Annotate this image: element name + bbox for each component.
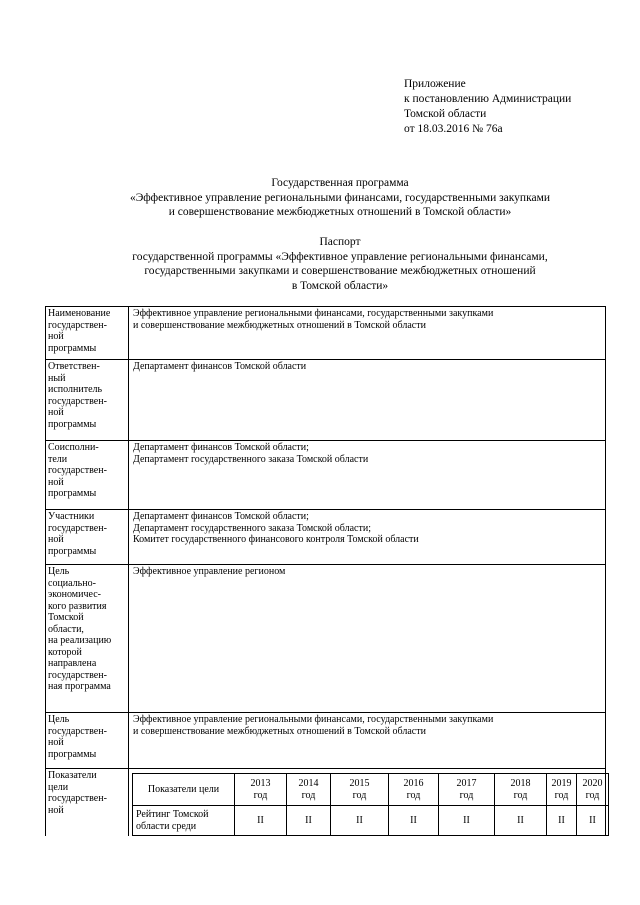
passport-title-line: государственными закупками и совершенствование межбюджетных отношений xyxy=(144,265,536,277)
row-value: Департамент финансов Томской области xyxy=(129,360,606,441)
year-header: 2019 год xyxy=(547,774,577,806)
passport-row xyxy=(46,441,606,510)
year-header: 2015 год xyxy=(331,774,389,806)
indicators-cell xyxy=(129,769,606,837)
indicator-value: II xyxy=(439,806,495,836)
indicator-value: II xyxy=(235,806,287,836)
program-title-line: и совершенствование межбюджетных отношений в Томской области» xyxy=(168,206,512,218)
indicator-name: Рейтинг Томской области среди xyxy=(133,806,235,836)
row-label: Показатели цели государствен- ной xyxy=(46,769,129,837)
passport-row xyxy=(46,360,606,441)
passport-row xyxy=(46,713,606,769)
row-value: Эффективное управление региональными финансами, государственными закупками и совершенствование межбюджетных отношений в Томской области xyxy=(129,307,606,360)
passport-title-line: Паспорт xyxy=(319,236,361,248)
passport-title-line: государственной программы «Эффективное управление региональными финансами, xyxy=(132,250,548,263)
passport-row-indicators xyxy=(46,769,606,837)
passport-row xyxy=(46,565,606,713)
appendix-date: от 18.03.2016 № 76а xyxy=(404,123,503,135)
indicator-value: II xyxy=(495,806,547,836)
row-value: Департамент финансов Томской области; Департамент государственного заказа Томской области xyxy=(129,441,606,510)
appendix-line: Томской области xyxy=(404,108,487,120)
row-value: Эффективное управление регионом xyxy=(129,565,606,713)
passport-table xyxy=(45,306,606,836)
row-label: Соисполни- тели государствен- ной программы xyxy=(46,441,129,510)
year-header: 2013 год xyxy=(235,774,287,806)
appendix-block xyxy=(404,77,571,137)
row-value: Департамент финансов Томской области; Департамент государственного заказа Томской области; Комитет государственного финансового контроля Томской области xyxy=(129,510,606,565)
year-header: 2020 год xyxy=(577,774,609,806)
indicator-value: II xyxy=(287,806,331,836)
row-label: Ответствен- ный исполнитель государствен- ной программы xyxy=(46,360,129,441)
passport-title xyxy=(60,235,620,293)
year-header: 2017 год xyxy=(439,774,495,806)
passport-title-line: в Томской области» xyxy=(291,279,389,292)
indicators-header: Показатели цели xyxy=(133,774,235,806)
passport-row xyxy=(46,307,606,360)
program-title-line: «Эффективное управление региональными финансами, государственными закупками xyxy=(129,191,551,204)
year-header: 2018 год xyxy=(495,774,547,806)
indicator-value: II xyxy=(331,806,389,836)
row-label: Наименование государствен- ной программы xyxy=(46,307,129,360)
row-label: Цель государствен- ной программы xyxy=(46,713,129,769)
appendix-line: Приложение xyxy=(404,78,466,90)
program-title-line: Государственная программа xyxy=(271,177,409,189)
year-header: 2014 год xyxy=(287,774,331,806)
indicator-value: II xyxy=(389,806,439,836)
passport-row xyxy=(46,510,606,565)
indicator-value: II xyxy=(577,806,609,836)
year-header: 2016 год xyxy=(389,774,439,806)
indicator-value: II xyxy=(547,806,577,836)
row-label: Участники государствен- ной программы xyxy=(46,510,129,565)
row-value: Эффективное управление региональными финансами, государственными закупками и совершенствование межбюджетных отношений в Томской области xyxy=(129,713,606,769)
indicators-table xyxy=(132,773,609,836)
program-title xyxy=(60,176,620,220)
indicators-row xyxy=(133,806,609,836)
row-label: Цель социально- экономичес- кого развития Томской области, на реализацию которой направлена государствен- ная программа xyxy=(46,565,129,713)
indicators-header-row xyxy=(133,774,609,806)
appendix-line: к постановлению Администрации xyxy=(404,93,572,105)
